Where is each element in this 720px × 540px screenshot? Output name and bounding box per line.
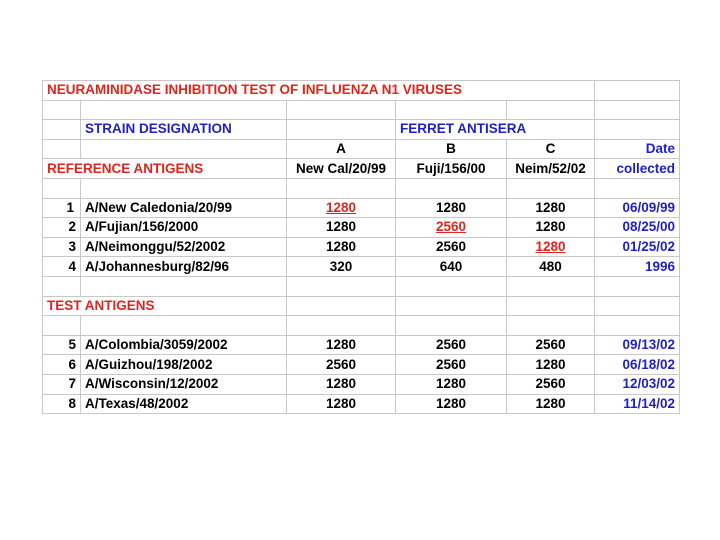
empty-cell <box>287 100 396 120</box>
collected-header: collected <box>595 159 680 179</box>
title-row <box>43 81 680 101</box>
reference-antigens-header: REFERENCE ANTIGENS <box>43 159 287 179</box>
strain-name: A/Colombia/3059/2002 <box>81 335 287 355</box>
titer-a: 320 <box>287 257 396 277</box>
row-number: 8 <box>43 394 81 414</box>
titer-a: 2560 <box>287 355 396 375</box>
empty-cell <box>595 81 680 101</box>
titer-b: 1280 <box>396 394 507 414</box>
titer-c-homologous: 1280 <box>507 237 595 257</box>
titer-b: 1280 <box>396 198 507 218</box>
row-number: 4 <box>43 257 81 277</box>
empty-cell <box>43 276 81 296</box>
titer-b: 640 <box>396 257 507 277</box>
titer-a-homologous: 1280 <box>287 198 396 218</box>
titer-a: 1280 <box>287 335 396 355</box>
row-number: 2 <box>43 218 81 238</box>
col-letter-a: A <box>287 139 396 159</box>
ferret-antisera-header: FERRET ANTISERA <box>396 120 595 140</box>
strain-name: A/Wisconsin/12/2002 <box>81 374 287 394</box>
titer-b: 1280 <box>396 374 507 394</box>
empty-cell <box>595 100 680 120</box>
empty-cell <box>595 120 680 140</box>
date-collected: 1996 <box>595 257 680 277</box>
date-collected: 06/09/99 <box>595 198 680 218</box>
row-number: 5 <box>43 335 81 355</box>
antisera-name-row <box>43 159 680 179</box>
strain-designation-header: STRAIN DESIGNATION <box>81 120 287 140</box>
empty-cell <box>287 316 396 336</box>
date-collected: 06/18/02 <box>595 355 680 375</box>
table-row <box>43 237 680 257</box>
empty-cell <box>396 178 507 198</box>
table-row <box>43 355 680 375</box>
titer-b: 2560 <box>396 237 507 257</box>
empty-cell <box>43 139 81 159</box>
ni-test-table <box>42 80 680 414</box>
empty-cell <box>507 178 595 198</box>
test-antigens-row <box>43 296 680 316</box>
row-number: 7 <box>43 374 81 394</box>
strain-name: A/Fujian/156/2000 <box>81 218 287 238</box>
row-number: 3 <box>43 237 81 257</box>
titer-b: 2560 <box>396 335 507 355</box>
row-number: 1 <box>43 198 81 218</box>
titer-c: 1280 <box>507 394 595 414</box>
empty-cell <box>287 296 396 316</box>
titer-a: 1280 <box>287 394 396 414</box>
empty-cell <box>81 276 287 296</box>
strain-name: A/Texas/48/2002 <box>81 394 287 414</box>
titer-c: 2560 <box>507 374 595 394</box>
empty-cell <box>43 178 81 198</box>
titer-a: 1280 <box>287 237 396 257</box>
titer-c: 1280 <box>507 355 595 375</box>
empty-cell <box>287 276 396 296</box>
titer-c: 1280 <box>507 218 595 238</box>
date-collected: 09/13/02 <box>595 335 680 355</box>
column-letter-row <box>43 139 680 159</box>
empty-cell <box>396 276 507 296</box>
table-row <box>43 374 680 394</box>
antiserum-b-name: Fuji/156/00 <box>396 159 507 179</box>
titer-b-homologous: 2560 <box>396 218 507 238</box>
table-row <box>43 257 680 277</box>
empty-cell <box>287 178 396 198</box>
group-header-row <box>43 120 680 140</box>
antiserum-c-name: Neim/52/02 <box>507 159 595 179</box>
date-collected: 08/25/00 <box>595 218 680 238</box>
empty-cell <box>81 178 287 198</box>
table-row <box>43 198 680 218</box>
col-letter-c: C <box>507 139 595 159</box>
strain-name: A/Johannesburg/82/96 <box>81 257 287 277</box>
empty-cell <box>507 100 595 120</box>
empty-cell <box>396 316 507 336</box>
test-antigens-header: TEST ANTIGENS <box>43 296 287 316</box>
spacer-row <box>43 178 680 198</box>
empty-cell <box>507 296 595 316</box>
spacer-row <box>43 100 680 120</box>
empty-cell <box>81 316 287 336</box>
titer-c: 1280 <box>507 198 595 218</box>
empty-cell <box>43 100 81 120</box>
strain-name: A/Guizhou/198/2002 <box>81 355 287 375</box>
table-row <box>43 335 680 355</box>
col-letter-b: B <box>396 139 507 159</box>
antiserum-a-name: New Cal/20/99 <box>287 159 396 179</box>
table-row <box>43 394 680 414</box>
empty-cell <box>396 100 507 120</box>
empty-cell <box>396 296 507 316</box>
empty-cell <box>595 276 680 296</box>
table-title: NEURAMINIDASE INHIBITION TEST OF INFLUENZA N1 VIRUSES <box>43 81 595 101</box>
date-collected: 01/25/02 <box>595 237 680 257</box>
spacer-row <box>43 276 680 296</box>
empty-cell <box>81 100 287 120</box>
titer-c: 480 <box>507 257 595 277</box>
empty-cell <box>43 316 81 336</box>
titer-a: 1280 <box>287 218 396 238</box>
titer-b: 2560 <box>396 355 507 375</box>
empty-cell <box>595 316 680 336</box>
date-header: Date <box>595 139 680 159</box>
empty-cell <box>43 120 81 140</box>
empty-cell <box>595 296 680 316</box>
empty-cell <box>287 120 396 140</box>
empty-cell <box>507 316 595 336</box>
titer-a: 1280 <box>287 374 396 394</box>
spacer-row <box>43 316 680 336</box>
date-collected: 11/14/02 <box>595 394 680 414</box>
date-collected: 12/03/02 <box>595 374 680 394</box>
strain-name: A/Neimonggu/52/2002 <box>81 237 287 257</box>
row-number: 6 <box>43 355 81 375</box>
empty-cell <box>507 276 595 296</box>
empty-cell <box>81 139 287 159</box>
titer-c: 2560 <box>507 335 595 355</box>
strain-name: A/New Caledonia/20/99 <box>81 198 287 218</box>
table-row <box>43 218 680 238</box>
empty-cell <box>595 178 680 198</box>
